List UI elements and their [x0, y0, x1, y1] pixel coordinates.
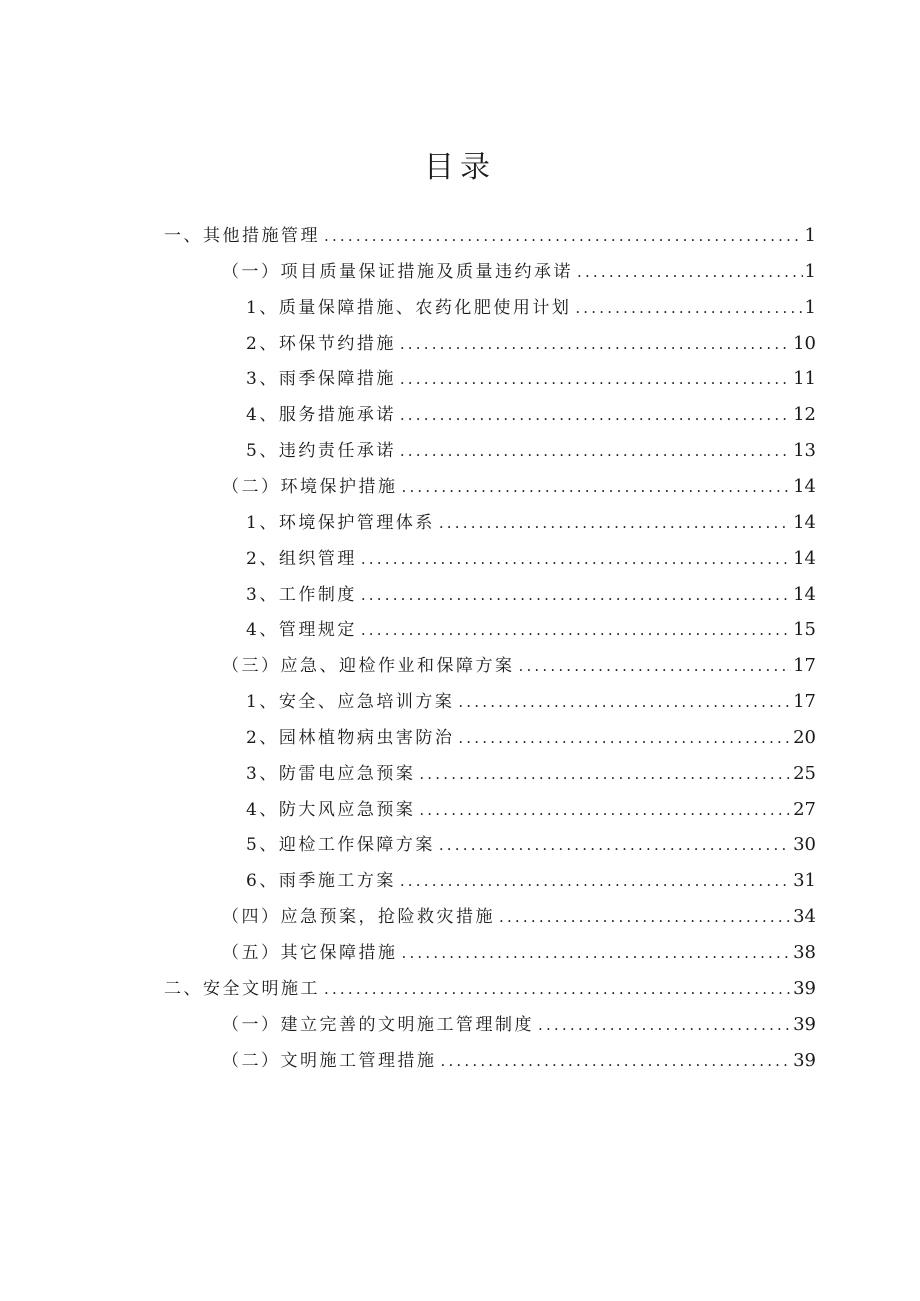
toc-entry[interactable] [246, 433, 816, 469]
toc-page-number: 1 [804, 296, 816, 318]
toc-entry[interactable] [222, 899, 816, 935]
toc-entry-title: 3、防雷电应急预案 [246, 763, 416, 784]
toc-entry-title: 4、防大风应急预案 [246, 799, 416, 820]
toc-dot-leader [458, 720, 791, 756]
toc-dot-leader [439, 505, 791, 541]
toc-entry[interactable] [222, 254, 816, 290]
toc-dot-leader [400, 361, 791, 397]
toc-dot-leader [402, 935, 792, 971]
toc-entry[interactable] [246, 577, 816, 613]
toc-entry[interactable] [246, 505, 816, 541]
toc-page-number: 14 [793, 547, 816, 569]
toc-entry[interactable] [246, 756, 816, 792]
toc-page-number: 17 [793, 691, 816, 713]
toc-page-number: 39 [793, 1049, 816, 1071]
toc-entry-title: 1、质量保障措施、农药化肥使用计划 [246, 297, 572, 318]
toc-entry-title: 5、违约责任承诺 [246, 441, 396, 462]
toc-entry[interactable] [246, 361, 816, 397]
toc-entry[interactable] [222, 1043, 816, 1079]
toc-page-number: 25 [793, 762, 816, 784]
toc-entry[interactable] [246, 326, 816, 362]
toc-entry[interactable] [246, 792, 816, 828]
toc-page-number: 38 [793, 942, 816, 963]
toc-entry-title: 3、工作制度 [246, 584, 357, 605]
toc-entry-title: 1、安全、应急培训方案 [246, 692, 455, 713]
toc-entry-title: （一）建立完善的文明施工管理制度 [222, 1014, 534, 1035]
toc-page-number: 31 [793, 870, 816, 892]
toc-dot-leader [538, 1007, 791, 1043]
toc-entry-title: 2、组织管理 [246, 548, 357, 569]
toc-page-number: 34 [793, 906, 816, 928]
toc-dot-leader [577, 254, 803, 290]
toc-page-number: 15 [793, 619, 816, 641]
toc-dot-leader [419, 756, 791, 792]
toc-entry[interactable] [222, 935, 816, 971]
toc-entry-title: （五）其它保障措施 [222, 943, 398, 963]
toc-page-number: 12 [793, 404, 816, 426]
toc-dot-leader [400, 326, 791, 362]
toc-entry[interactable] [246, 541, 816, 577]
toc-dot-leader [400, 863, 791, 899]
toc-page-number: 1 [804, 225, 816, 246]
toc-dot-leader [458, 684, 791, 720]
toc-entry-title: 5、迎检工作保障方案 [246, 835, 435, 856]
toc-page-number: 39 [793, 977, 816, 999]
toc-page-number: 20 [793, 726, 816, 748]
toc-entry-title: （四）应急预案，抢险救灾措施 [222, 907, 495, 928]
toc-dot-leader [575, 290, 802, 326]
toc-entry[interactable] [246, 720, 816, 756]
toc-dot-leader [499, 899, 791, 935]
toc-entry[interactable] [222, 1007, 816, 1043]
toc-page-number: 10 [793, 332, 816, 354]
toc-entry[interactable] [246, 827, 816, 863]
toc-entry-title: （二）文明施工管理措施 [222, 1050, 437, 1071]
toc-entry-title: 二、安全文明施工 [164, 978, 320, 999]
toc-page-number: 17 [793, 655, 816, 677]
toc-entry-title: 1、环境保护管理体系 [246, 512, 435, 533]
toc-entry[interactable] [164, 218, 816, 254]
toc-page-number: 30 [793, 834, 816, 856]
toc-entry-title: （二）环境保护措施 [222, 476, 398, 497]
toc-entry[interactable] [222, 469, 816, 505]
toc-entry-title: 4、服务措施承诺 [246, 405, 396, 426]
toc-dot-leader [419, 792, 791, 828]
toc-entry[interactable] [246, 684, 816, 720]
toc-dot-leader [361, 577, 791, 613]
toc-page-number: 39 [793, 1013, 816, 1035]
toc-page-number: 14 [793, 511, 816, 533]
toc-entry-title: 6、雨季施工方案 [246, 871, 396, 892]
page-title: 目录 [424, 150, 496, 185]
toc-entry-title: （三）应急、迎检作业和保障方案 [222, 656, 515, 677]
toc-entry[interactable] [164, 971, 816, 1007]
toc-entry-title: 2、园林植物病虫害防治 [246, 727, 455, 748]
toc-entry-title: 3、雨季保障措施 [246, 369, 396, 390]
toc-dot-leader [324, 971, 791, 1007]
toc-entry-title: 2、环保节约措施 [246, 333, 396, 354]
toc-dot-leader [439, 827, 791, 863]
toc-dot-leader [324, 218, 803, 254]
toc-dot-leader [441, 1043, 792, 1079]
toc-entry[interactable] [222, 648, 816, 684]
toc-dot-leader [402, 469, 792, 505]
toc-entry-title: 4、管理规定 [246, 620, 357, 641]
toc-entry[interactable] [246, 397, 816, 433]
toc-page-number: 11 [793, 368, 816, 390]
toc-page-number: 13 [793, 440, 816, 462]
toc-page-number: 14 [793, 583, 816, 605]
toc-dot-leader [361, 612, 791, 648]
toc-page-number: 14 [793, 475, 816, 497]
toc-entry-title: 一、其他措施管理 [164, 226, 320, 246]
toc-page-number: 1 [804, 260, 816, 282]
toc-entry[interactable] [246, 863, 816, 899]
toc-entry[interactable] [246, 612, 816, 648]
toc-page-number: 27 [793, 798, 816, 820]
toc-dot-leader [519, 648, 792, 684]
toc-dot-leader [361, 541, 791, 577]
toc-entry-title: （一）项目质量保证措施及质量违约承诺 [222, 261, 573, 282]
toc-entry[interactable] [246, 290, 816, 326]
toc-dot-leader [400, 433, 791, 469]
toc-dot-leader [400, 397, 791, 433]
